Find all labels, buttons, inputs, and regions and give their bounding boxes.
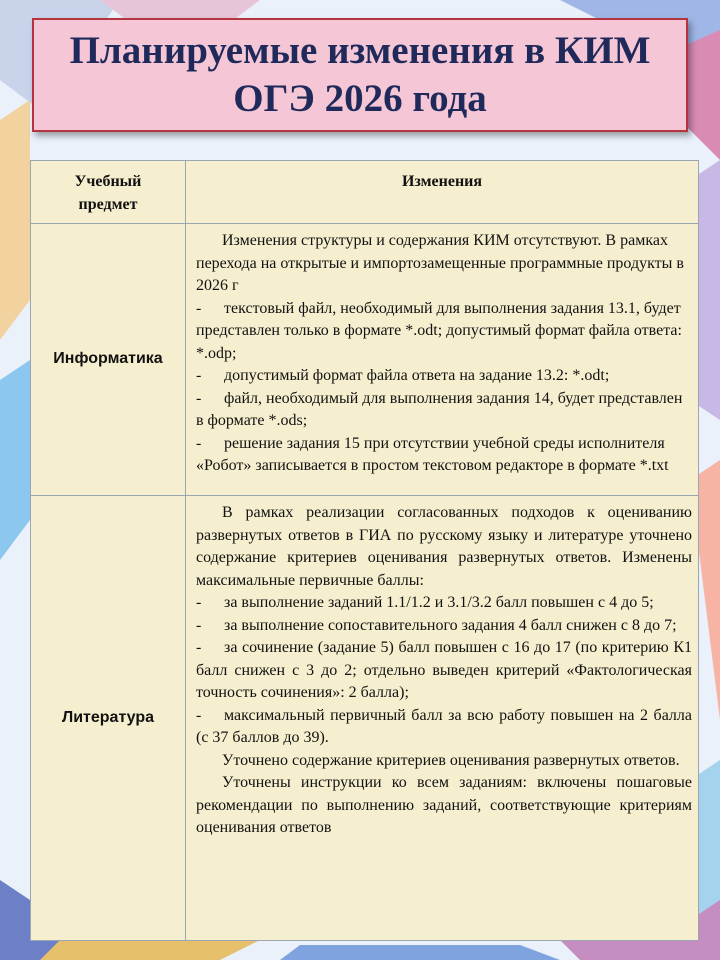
bullet-marker: - (196, 299, 202, 317)
header-subject-line2: предмет (78, 195, 138, 213)
bullet-marker: - (196, 639, 202, 656)
header-subject (31, 161, 186, 224)
list-item-text: за сочинение (задание 5) балл повышен с 16 до 17 (по критерию К1 балл снижен с 3 до 2; отдельно выведен критерий «Фактологическая точность сочинения»: 2 балла); (196, 639, 692, 701)
list-item (196, 637, 692, 705)
list-item (196, 705, 692, 750)
bullet-marker: - (196, 616, 202, 634)
header-changes: Изменения (186, 161, 699, 224)
bullet-marker: - (196, 367, 202, 384)
table-header-row (31, 161, 699, 224)
subject-cell: Информатика (31, 224, 186, 496)
list-item-text: за выполнение заданий 1.1/1.2 и 3.1/3.2 балл повышен с 4 до 5; (224, 594, 654, 611)
row-outro: Уточнено содержание критериев оценивания развернутых ответов. (222, 751, 680, 769)
list-item-text: текстовый файл, необходимый для выполнения задания 13.1, будет представлен только в формате *.odt; допустимый формат файла ответа: *.odp; (196, 299, 682, 362)
changes-table (30, 160, 699, 941)
title-box (32, 18, 688, 132)
list-item-text: решение задания 15 при отсутствии учебной среды исполнителя «Робот» записывается в простом текстовом редакторе в формате *.txt (196, 434, 669, 474)
list-item (196, 433, 692, 478)
list-item-text: за выполнение сопоставительного задания 4 балл снижен с 8 до 7; (224, 616, 677, 634)
list-item-text: максимальный первичный балл за всю работу повышен на 2 балла (с 37 баллов до 39). (196, 706, 692, 746)
row-outro: Уточнены инструкции ко всем заданиям: включены пошаговые рекомендации по выполнению заданий, соответствующие критериям оценивания ответов (196, 774, 692, 836)
list-item (196, 365, 692, 388)
changes-cell (186, 224, 699, 496)
bullet-marker: - (196, 389, 202, 407)
row-intro: В рамках реализации согласованных подходов к оцениванию развернутых ответов в ГИА по русскому языку и литературе уточнено содержание критериев оценивания развернутых ответов. Изменены максимальные первичные баллы: (196, 504, 692, 589)
changes-cell (186, 496, 699, 941)
table-row-informatics (31, 224, 699, 496)
bullet-marker: - (196, 706, 202, 724)
bullet-marker: - (196, 434, 202, 452)
list-item (196, 298, 692, 366)
list-item (196, 592, 692, 615)
row-intro: Изменения структуры и содержания КИМ отсутствуют. В рамках перехода на открытые и импортозамещенные программные продукты в 2026 г (196, 232, 684, 294)
page-title-line2: ОГЭ 2026 года (233, 77, 487, 120)
header-subject-line1: Учебный (74, 173, 142, 190)
list-item-text: допустимый формат файла ответа на задание 13.2: *.odt; (224, 367, 610, 384)
page-title-line1: Планируемые изменения в КИМ (69, 29, 651, 72)
bullet-marker: - (196, 594, 202, 611)
list-item (196, 388, 692, 433)
list-item-text: файл, необходимый для выполнения задания 14, будет представлен в формате *.ods; (196, 389, 683, 429)
list-item (196, 615, 692, 638)
table-row-literature (31, 496, 699, 941)
subject-cell: Литература (31, 496, 186, 941)
